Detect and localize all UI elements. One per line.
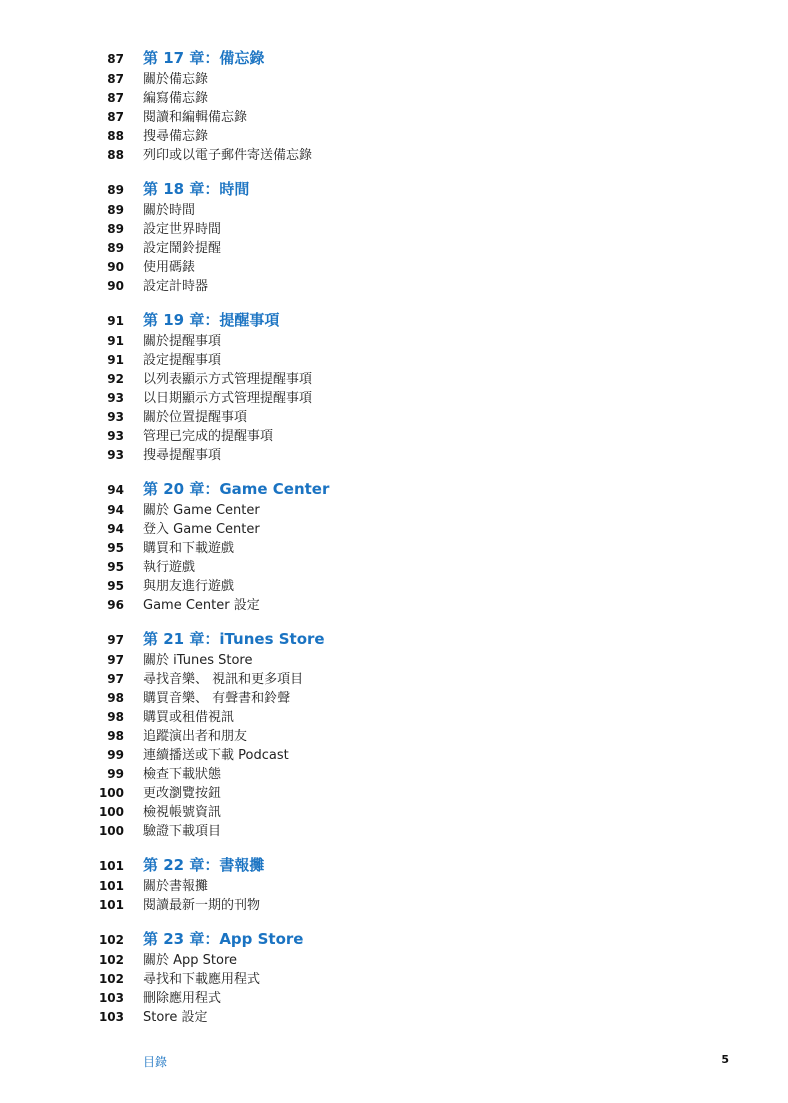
- toc-entry-page-number: 100: [98, 786, 124, 800]
- toc-entry-page-number: 93: [107, 410, 124, 424]
- toc-entry-page-number: 100: [98, 824, 124, 838]
- toc-entry-page-number: 100: [98, 805, 124, 819]
- toc-entry[interactable]: [0, 822, 788, 841]
- toc-chapter-page-number: 87: [107, 52, 124, 66]
- toc-entry-title[interactable]: 購買或租借視訊: [143, 710, 235, 725]
- toc-entry-title[interactable]: 關於 App Store: [143, 953, 238, 968]
- toc-entry-title[interactable]: 關於時間: [143, 203, 196, 218]
- toc-entry[interactable]: [0, 727, 788, 746]
- toc-entry-title[interactable]: 使用碼錶: [143, 260, 196, 275]
- toc-entry[interactable]: [0, 501, 788, 520]
- toc-entry-page-number: 90: [107, 279, 124, 293]
- toc-entry-page-number: 95: [107, 541, 124, 555]
- toc-chapter-heading[interactable]: [0, 481, 788, 501]
- toc-entry-title[interactable]: 連續播送或下載 Podcast: [143, 748, 289, 763]
- toc-entry-title[interactable]: 檢查下載狀態: [143, 767, 222, 782]
- toc-entry-page-number: 102: [98, 953, 124, 967]
- toc-chapter-title[interactable]: 第 17 章：備忘錄: [143, 49, 265, 67]
- toc-entry[interactable]: [0, 746, 788, 765]
- toc-entry[interactable]: [0, 370, 788, 389]
- toc-entry-page-number: 101: [98, 879, 124, 893]
- toc-entry-page-number: 89: [107, 203, 124, 217]
- toc-entry-page-number: 87: [107, 91, 124, 105]
- toc-entry[interactable]: [0, 201, 788, 220]
- toc-entry-page-number: 88: [107, 129, 124, 143]
- toc-entry-page-number: 97: [107, 653, 124, 667]
- toc-entry-page-number: 103: [98, 991, 124, 1005]
- toc-entry[interactable]: [0, 558, 788, 577]
- toc-chapter-title[interactable]: 第 19 章：提醒事項: [143, 311, 280, 329]
- toc-entry-page-number: 93: [107, 429, 124, 443]
- toc-entry[interactable]: [0, 427, 788, 446]
- toc-entry-title[interactable]: 編寫備忘錄: [143, 91, 209, 106]
- toc-entry-page-number: 95: [107, 579, 124, 593]
- toc-entry-page-number: 101: [98, 898, 124, 912]
- toc-entry-page-number: 98: [107, 691, 124, 705]
- toc-entry[interactable]: [0, 146, 788, 165]
- toc-entry-page-number: 98: [107, 729, 124, 743]
- toc-entry[interactable]: [0, 389, 788, 408]
- toc-chapter-page-number: 91: [107, 314, 124, 328]
- toc-entry[interactable]: [0, 689, 788, 708]
- toc-chapter-title[interactable]: 第 21 章：iTunes Store: [143, 630, 325, 648]
- toc-chapter: [0, 481, 788, 615]
- toc-entry[interactable]: [0, 708, 788, 727]
- toc-entry-page-number: 94: [107, 522, 124, 536]
- toc-chapter: [0, 631, 788, 841]
- toc-chapter: [0, 181, 788, 296]
- toc-entry-title[interactable]: 列印或以電子郵件寄送備忘錄: [143, 148, 313, 163]
- toc-entry-page-number: 99: [107, 767, 124, 781]
- toc-entry-title[interactable]: 搜尋備忘錄: [143, 129, 209, 144]
- toc-entry[interactable]: [0, 239, 788, 258]
- toc-chapter-heading[interactable]: [0, 631, 788, 651]
- footer-section-title: 目錄: [143, 1055, 168, 1069]
- toc-entry-title[interactable]: 設定提醒事項: [143, 353, 222, 368]
- toc-entry-title[interactable]: 設定世界時間: [143, 222, 222, 237]
- toc-chapter-title[interactable]: 第 18 章：時間: [143, 180, 250, 198]
- toc-entry-title[interactable]: 搜尋提醒事項: [143, 448, 222, 463]
- toc-entry-page-number: 99: [107, 748, 124, 762]
- toc-entry-page-number: 89: [107, 222, 124, 236]
- toc-entry-title[interactable]: 關於位置提醒事項: [143, 410, 248, 425]
- toc-entry[interactable]: [0, 408, 788, 427]
- toc-entry[interactable]: [0, 277, 788, 296]
- toc-entry-title[interactable]: 與朋友進行遊戲: [143, 579, 235, 594]
- toc-entry-page-number: 95: [107, 560, 124, 574]
- toc-chapter-title[interactable]: 第 22 章：書報攤: [143, 856, 265, 874]
- toc-entry-title[interactable]: Store 設定: [143, 1010, 208, 1025]
- toc-entry-title[interactable]: 管理已完成的提醒事項: [143, 429, 274, 444]
- toc-entry[interactable]: [0, 89, 788, 108]
- footer-page-number: 5: [721, 1053, 729, 1066]
- toc-entry[interactable]: [0, 784, 788, 803]
- toc-entry-page-number: 91: [107, 334, 124, 348]
- toc-entry-title[interactable]: 關於 iTunes Store: [143, 653, 253, 668]
- toc-entry[interactable]: [0, 651, 788, 670]
- toc-chapter-page-number: 102: [98, 933, 124, 947]
- toc-entry-title[interactable]: 登入 Game Center: [143, 522, 260, 537]
- toc-chapter-page-number: 94: [107, 483, 124, 497]
- toc-entry-page-number: 87: [107, 110, 124, 124]
- toc-entry-title[interactable]: 以日期顯示方式管理提醒事項: [143, 391, 313, 406]
- toc-entry-title[interactable]: 購買和下載遊戲: [143, 541, 235, 556]
- toc-entry-title[interactable]: 更改瀏覽按鈕: [143, 786, 222, 801]
- toc-entry[interactable]: [0, 951, 788, 970]
- toc-chapter-title[interactable]: 第 20 章：Game Center: [143, 480, 330, 498]
- toc-entry[interactable]: [0, 108, 788, 127]
- toc-entry-title[interactable]: 設定鬧鈴提醒: [143, 241, 222, 256]
- toc-entry-page-number: 93: [107, 448, 124, 462]
- toc-chapter-page-number: 89: [107, 183, 124, 197]
- toc-entry-title[interactable]: 關於提醒事項: [143, 334, 222, 349]
- toc-entry[interactable]: [0, 765, 788, 784]
- toc-entry[interactable]: [0, 970, 788, 989]
- toc-chapter-heading[interactable]: [0, 857, 788, 877]
- toc-entry-page-number: 89: [107, 241, 124, 255]
- toc-chapter-title[interactable]: 第 23 章：App Store: [143, 930, 304, 948]
- toc-entry[interactable]: [0, 332, 788, 351]
- toc-entry-page-number: 102: [98, 972, 124, 986]
- toc-entry-title[interactable]: Game Center 設定: [143, 598, 260, 613]
- toc-entry[interactable]: [0, 70, 788, 89]
- toc-entry-page-number: 97: [107, 672, 124, 686]
- toc-entry[interactable]: [0, 670, 788, 689]
- toc-entry-page-number: 96: [107, 598, 124, 612]
- toc-chapter: [0, 312, 788, 465]
- toc-entry-title[interactable]: 檢視帳號資訊: [143, 805, 222, 820]
- toc-entry-title[interactable]: 關於 Game Center: [143, 503, 260, 518]
- toc-entry-title[interactable]: 執行遊戲: [143, 560, 196, 575]
- toc-chapter-heading[interactable]: [0, 312, 788, 332]
- toc-entry[interactable]: [0, 596, 788, 615]
- toc-chapter-page-number: 101: [98, 859, 124, 873]
- toc-entry-page-number: 88: [107, 148, 124, 162]
- toc-entry[interactable]: [0, 351, 788, 370]
- toc-entry[interactable]: [0, 446, 788, 465]
- toc-entry-title[interactable]: 尋找音樂、 視訊和更多項目: [143, 672, 304, 687]
- toc-chapter: [0, 50, 788, 165]
- toc-entry[interactable]: [0, 127, 788, 146]
- toc-entry-page-number: 94: [107, 503, 124, 517]
- toc-entry[interactable]: [0, 258, 788, 277]
- toc-entry[interactable]: [0, 896, 788, 915]
- toc-entry-page-number: 91: [107, 353, 124, 367]
- toc-entry[interactable]: [0, 989, 788, 1008]
- toc-entry-title[interactable]: 設定計時器: [143, 279, 209, 294]
- toc-entry-title[interactable]: 關於備忘錄: [143, 72, 209, 87]
- toc-entry-title[interactable]: 以列表顯示方式管理提醒事項: [143, 372, 313, 387]
- toc-entry[interactable]: [0, 520, 788, 539]
- toc-entry-page-number: 98: [107, 710, 124, 724]
- toc-entry[interactable]: [0, 577, 788, 596]
- toc-chapter-page-number: 97: [107, 633, 124, 647]
- toc-entry-page-number: 93: [107, 391, 124, 405]
- toc-entry-page-number: 87: [107, 72, 124, 86]
- toc-entry-page-number: 92: [107, 372, 124, 386]
- toc-entry-title[interactable]: 追蹤演出者和朋友: [143, 729, 248, 744]
- toc-entry-title[interactable]: 尋找和下載應用程式: [143, 972, 261, 987]
- toc-entry-title[interactable]: 刪除應用程式: [143, 991, 222, 1006]
- toc-entry-title[interactable]: 關於書報攤: [143, 879, 209, 894]
- toc-chapter-heading[interactable]: [0, 931, 788, 951]
- toc-entry-title[interactable]: 購買音樂、 有聲書和鈴聲: [143, 691, 291, 706]
- toc-entry-title[interactable]: 閱讀最新一期的刊物: [143, 898, 261, 913]
- toc-entry-page-number: 90: [107, 260, 124, 274]
- toc-entry[interactable]: [0, 220, 788, 239]
- toc-chapter: [0, 931, 788, 1027]
- toc-entry[interactable]: [0, 803, 788, 822]
- toc-entry[interactable]: [0, 1008, 788, 1027]
- toc-chapter-heading[interactable]: [0, 50, 788, 70]
- toc-entry[interactable]: [0, 539, 788, 558]
- toc-chapter: [0, 857, 788, 915]
- toc-entry-title[interactable]: 閱讀和編輯備忘錄: [143, 110, 248, 125]
- toc-entry[interactable]: [0, 877, 788, 896]
- toc-entry-page-number: 103: [98, 1010, 124, 1024]
- toc-chapter-heading[interactable]: [0, 181, 788, 201]
- toc-entry-title[interactable]: 驗證下載項目: [143, 824, 222, 839]
- table-of-contents: [0, 50, 788, 1027]
